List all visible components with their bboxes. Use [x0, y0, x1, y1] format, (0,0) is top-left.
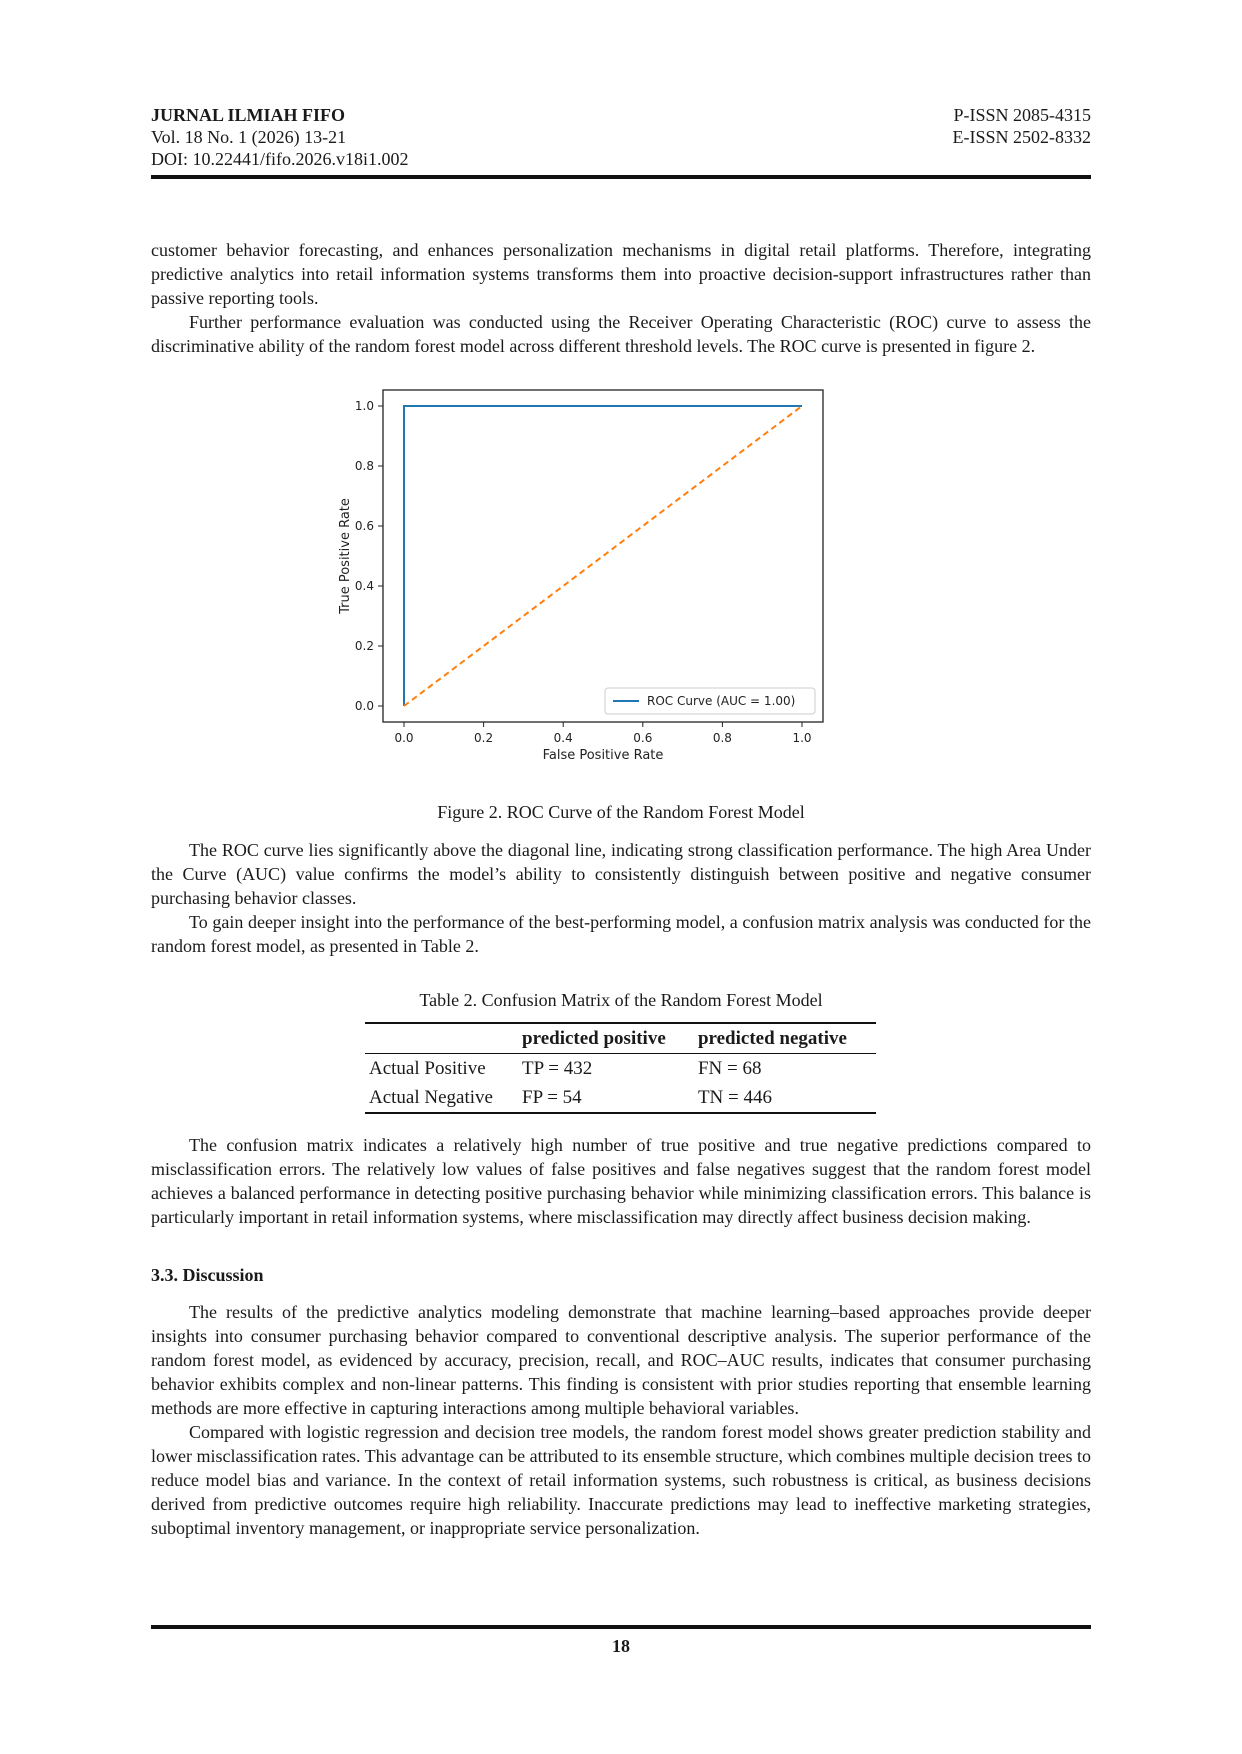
- body-text-middle: [151, 838, 1091, 958]
- table-cell: TN = 446: [697, 1087, 772, 1108]
- volume-info: Vol. 18 No. 1 (2026) 13-21: [151, 127, 347, 147]
- legend: [605, 688, 815, 714]
- table-header-cell: predicted positive: [522, 1028, 666, 1049]
- x-tick-label: 0.6: [633, 731, 653, 745]
- body-text-discussion: [151, 1300, 1091, 1540]
- journal-header: [151, 104, 1091, 170]
- table-caption: Table 2. Confusion Matrix of the Random Forest Model: [419, 990, 823, 1010]
- legend-label: ROC Curve (AUC = 1.00): [647, 694, 796, 708]
- y-tick-label: 0.2: [354, 639, 374, 653]
- doi: DOI: 10.22441/fifo.2026.v18i1.002: [151, 149, 409, 169]
- x-tick-label: 0.0: [394, 731, 414, 745]
- y-tick-label: 0.4: [354, 579, 374, 593]
- footer-rule: [151, 1625, 1091, 1629]
- table-cell: FN = 68: [697, 1058, 762, 1079]
- x-tick-label: 1.0: [792, 731, 812, 745]
- figure-caption: Figure 2. ROC Curve of the Random Forest Model: [437, 802, 805, 822]
- pissn: P-ISSN 2085-4315: [953, 105, 1091, 125]
- body-text-top: [151, 238, 1091, 358]
- x-tick-label: 0.2: [474, 731, 494, 745]
- table-cell: Actual Positive: [369, 1058, 486, 1079]
- y-axis-label: True Positive Rate: [338, 498, 353, 614]
- section-title: 3.3. Discussion: [151, 1265, 264, 1285]
- x-axis-label: False Positive Rate: [542, 748, 664, 763]
- eissn: E-ISSN 2502-8332: [952, 127, 1091, 147]
- y-tick-label: 0.8: [354, 459, 374, 473]
- y-tick-label: 0.0: [354, 699, 374, 713]
- roc-chart: [340, 380, 900, 780]
- paragraph-5: The confusion matrix indicates a relatively high number of true positive and true negative predictions compared to misclassification errors. The relatively low values of false positives and false negatives suggest that the random forest model achieves a balanced performance in detecting positive purchasing behavior while minimizing classification errors. This balance is particularly important in retail information systems, where misclassification may directly affect business decision making.: [151, 1135, 1091, 1227]
- page-number: 18: [612, 1636, 630, 1656]
- paragraph-3: The ROC curve lies significantly above the diagonal line, indicating strong classification performance. The high Area Under the Curve (AUC) value confirms the model’s ability to consistently distinguish between positive and negative consumer purchasing behavior classes.: [151, 840, 1091, 908]
- header-rule: [151, 175, 1091, 179]
- paragraph-2: Further performance evaluation was conducted using the Receiver Operating Characteristic (ROC) curve to assess the discriminative ability of the random forest model across different threshold levels. The ROC curve is presented in figure 2.: [151, 312, 1091, 356]
- table-cell: TP = 432: [522, 1058, 593, 1079]
- paragraph-7: Compared with logistic regression and decision tree models, the random forest model shows greater prediction stability and lower misclassification rates. This advantage can be attributed to its ensemble structure, which combines multiple decision trees to reduce model bias and variance. In the context of retail information systems, such robustness is critical, as business decisions derived from predictive outcomes require high reliability. Inaccurate predictions may lead to ineffective marketing strategies, suboptimal inventory management, or inappropriate service personalization.: [151, 1422, 1091, 1538]
- x-tick-label: 0.4: [553, 731, 573, 745]
- y-tick-label: 0.6: [354, 519, 374, 533]
- table-row: [365, 1054, 876, 1084]
- table-header-row: [365, 1023, 876, 1054]
- table-header-cell: predicted negative: [697, 1028, 847, 1049]
- paragraph-1: customer behavior forecasting, and enhances personalization mechanisms in digital retail platforms. Therefore, integrating predictive analytics into retail information systems transforms them into proactive decision-support infrastructures rather than passive reporting tools.: [151, 240, 1091, 308]
- y-tick-label: 1.0: [354, 399, 374, 413]
- journal-name: JURNAL ILMIAH FIFO: [151, 105, 346, 125]
- table-cell: FP = 54: [522, 1087, 582, 1108]
- body-text-lower: [151, 1133, 1091, 1229]
- x-tick-label: 0.8: [712, 731, 732, 745]
- confusion-matrix-table: [365, 1022, 876, 1114]
- table-cell: Actual Negative: [369, 1087, 493, 1108]
- table-row: [365, 1083, 876, 1113]
- diagonal-reference-line: [404, 406, 802, 706]
- paragraph-4: To gain deeper insight into the performance of the best-performing model, a confusion matrix analysis was conducted for the random forest model, as presented in Table 2.: [151, 912, 1091, 956]
- table-header-cell: [365, 1023, 518, 1054]
- paragraph-6: The results of the predictive analytics modeling demonstrate that machine learning–based approaches provide deeper insights into consumer purchasing behavior compared to conventional descriptive analysis. The superior performance of the random forest model, as evidenced by accuracy, precision, recall, and ROC–AUC results, indicates that consumer purchasing behavior exhibits complex and non-linear patterns. This finding is consistent with prior studies reporting that ensemble learning methods are more effective in capturing interactions among multiple behavioral variables.: [151, 1302, 1091, 1418]
